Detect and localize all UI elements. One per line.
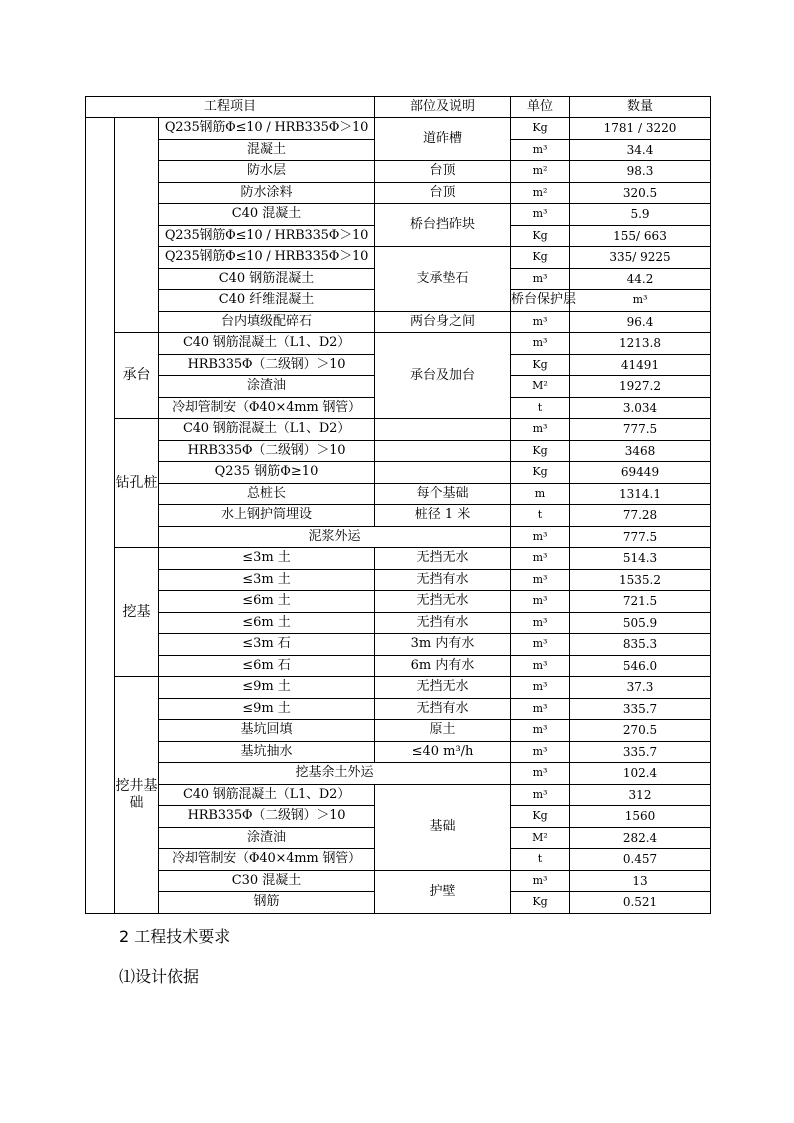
- item-cell: Q235钢筋Φ≤10 / HRB335Φ＞10: [159, 118, 375, 140]
- item-cell: C40 钢筋混凝土（L1、D2）: [159, 784, 375, 806]
- qty-cell: 1781 / 3220: [570, 118, 711, 140]
- part-cell: 护壁: [375, 870, 511, 913]
- unit-cell: m³: [511, 204, 570, 226]
- unit-cell: m³: [511, 741, 570, 763]
- unit-cell: m³: [511, 784, 570, 806]
- qty-cell: 13: [570, 870, 711, 892]
- unit-cell: t: [511, 505, 570, 527]
- unit-cell: M²: [511, 376, 570, 398]
- table-row: [86, 333, 711, 355]
- unit-cell: m³: [511, 870, 570, 892]
- item-cell: C40 钢筋混凝土（L1、D2）: [159, 419, 375, 441]
- item-cell: 总桩长: [159, 483, 375, 505]
- part-cell: 承台及加台: [375, 333, 511, 419]
- unit-cell: m³: [511, 655, 570, 677]
- qty-cell: 44.2: [570, 268, 711, 290]
- item-cell: 泥浆外运: [159, 526, 511, 548]
- part-cell: 每个基础: [375, 483, 511, 505]
- item-cell: 防水层: [159, 161, 375, 183]
- part-cell: 3m 内有水: [375, 634, 511, 656]
- unit-cell: m³: [511, 720, 570, 742]
- part-cell: [375, 440, 511, 462]
- group-label: 承台: [115, 333, 159, 419]
- part-cell: 基础: [375, 784, 511, 870]
- table-row: [86, 677, 711, 699]
- item-cell: 涂渣油: [159, 827, 375, 849]
- table-row: [86, 247, 711, 269]
- header-part: 部位及说明: [375, 97, 511, 118]
- table-body: [86, 118, 711, 914]
- unit-cell: m³: [511, 698, 570, 720]
- qty-cell: 335.7: [570, 741, 711, 763]
- qty-cell: 0.521: [570, 892, 711, 914]
- qty-cell: 312: [570, 784, 711, 806]
- item-cell: 钢筋: [159, 892, 375, 914]
- table-row: [86, 548, 711, 570]
- qty-cell: 777.5: [570, 526, 711, 548]
- qty-cell: 505.9: [570, 612, 711, 634]
- qty-cell: 69449: [570, 462, 711, 484]
- table-row: [86, 118, 711, 140]
- item-cell: C30 混凝土: [159, 870, 375, 892]
- qty-cell: 1314.1: [570, 483, 711, 505]
- unit-cell: m³: [511, 763, 570, 785]
- table-row: [86, 419, 711, 441]
- part-cell: 两台身之间: [375, 311, 511, 333]
- unit-cell: m³: [511, 139, 570, 161]
- unit-cell: m²: [511, 161, 570, 183]
- table-row: [86, 784, 711, 806]
- part-cell: 6m 内有水: [375, 655, 511, 677]
- header-item: 工程项目: [86, 97, 375, 118]
- unit-cell: m³: [511, 677, 570, 699]
- item-cell: ≤9m 土: [159, 677, 375, 699]
- item-cell: 冷却管制安（Φ40×4mm 钢管）: [159, 397, 375, 419]
- part-cell: 台顶: [375, 182, 511, 204]
- table-row: [86, 182, 711, 204]
- item-cell: C40 钢筋混凝土: [159, 268, 375, 290]
- item-cell: Q235钢筋Φ≤10 / HRB335Φ＞10: [159, 247, 375, 269]
- item-cell: HRB335Φ（二级钢）＞10: [159, 354, 375, 376]
- item-cell: ≤6m 土: [159, 612, 375, 634]
- subsection-title: ⑴设计依据: [119, 967, 200, 986]
- table-row: [86, 462, 711, 484]
- unit-cell: Kg: [511, 354, 570, 376]
- unit-cell: m³: [511, 311, 570, 333]
- qty-cell: 3468: [570, 440, 711, 462]
- table-row: [86, 311, 711, 333]
- part-cell: 支承垫石: [375, 247, 511, 312]
- part-cell: 无挡有水: [375, 612, 511, 634]
- unit-cell: m: [511, 483, 570, 505]
- unit-cell: M²: [511, 827, 570, 849]
- item-cell: 混凝土: [159, 139, 375, 161]
- qty-cell: 77.28: [570, 505, 711, 527]
- part-cell: [375, 419, 511, 441]
- item-cell: 挖基余土外运: [159, 763, 511, 785]
- qty-cell: 34.4: [570, 139, 711, 161]
- table-row: [86, 655, 711, 677]
- qty-cell: 0.457: [570, 849, 711, 871]
- unit-cell: t: [511, 397, 570, 419]
- table-row: [86, 483, 711, 505]
- item-cell: Q235钢筋Φ≤10 / HRB335Φ＞10: [159, 225, 375, 247]
- group-label: [115, 118, 159, 333]
- table-row: [86, 161, 711, 183]
- part-cell: 无挡有水: [375, 569, 511, 591]
- item-cell: Q235 钢筋Φ≥10: [159, 462, 375, 484]
- table-row: [86, 634, 711, 656]
- qty-cell: 102.4: [570, 763, 711, 785]
- unit-cell: m³: [511, 591, 570, 613]
- unit-cell: Kg: [511, 247, 570, 269]
- qty-cell: 1927.2: [570, 376, 711, 398]
- unit-cell: Kg: [511, 806, 570, 828]
- part-cell: 道砟槽: [375, 118, 511, 161]
- qty-cell: 777.5: [570, 419, 711, 441]
- item-cell: C40 纤维混凝土: [159, 290, 375, 312]
- part-cell: ≤40 m³/h: [375, 741, 511, 763]
- table-row: [86, 569, 711, 591]
- unit-cell: m³: [570, 290, 711, 312]
- unit-cell: m³: [511, 569, 570, 591]
- group-label: 钻孔桩: [115, 419, 159, 548]
- item-cell: ≤3m 土: [159, 548, 375, 570]
- qty-cell: 3.034: [570, 397, 711, 419]
- part-cell: 无挡无水: [375, 677, 511, 699]
- outer-blank-cell: [86, 118, 115, 914]
- item-cell: 冷却管制安（Φ40×4mm 钢管）: [159, 849, 375, 871]
- header-qty: 数量: [570, 97, 711, 118]
- part-cell: 桥台保护层: [511, 290, 570, 312]
- qty-cell: 5.9: [570, 204, 711, 226]
- unit-cell: m³: [511, 419, 570, 441]
- qty-cell: 320.5: [570, 182, 711, 204]
- table-row: [86, 870, 711, 892]
- unit-cell: m³: [511, 612, 570, 634]
- qty-cell: 335/ 9225: [570, 247, 711, 269]
- qty-cell: 282.4: [570, 827, 711, 849]
- unit-cell: Kg: [511, 462, 570, 484]
- item-cell: 基坑回填: [159, 720, 375, 742]
- item-cell: C40 混凝土: [159, 204, 375, 226]
- qty-cell: 1213.8: [570, 333, 711, 355]
- table-header-row: [86, 97, 711, 118]
- unit-cell: m³: [511, 268, 570, 290]
- item-cell: ≤6m 土: [159, 591, 375, 613]
- item-cell: HRB335Φ（二级钢）＞10: [159, 440, 375, 462]
- table-row: [86, 526, 711, 548]
- unit-cell: Kg: [511, 225, 570, 247]
- item-cell: ≤6m 石: [159, 655, 375, 677]
- qty-cell: 1535.2: [570, 569, 711, 591]
- unit-cell: m³: [511, 634, 570, 656]
- item-cell: C40 钢筋混凝土（L1、D2）: [159, 333, 375, 355]
- item-cell: 水上钢护筒埋设: [159, 505, 375, 527]
- table-row: [86, 440, 711, 462]
- part-cell: 桩径 1 米: [375, 505, 511, 527]
- part-cell: 桥台挡砟块: [375, 204, 511, 247]
- unit-cell: Kg: [511, 892, 570, 914]
- table-row: [86, 698, 711, 720]
- qty-cell: 546.0: [570, 655, 711, 677]
- qty-cell: 41491: [570, 354, 711, 376]
- part-cell: 无挡无水: [375, 548, 511, 570]
- part-cell: 无挡有水: [375, 698, 511, 720]
- qty-cell: 98.3: [570, 161, 711, 183]
- table-row: [86, 204, 711, 226]
- table-row: [86, 505, 711, 527]
- qty-cell: 37.3: [570, 677, 711, 699]
- unit-cell: m³: [511, 548, 570, 570]
- unit-cell: t: [511, 849, 570, 871]
- qty-cell: 1560: [570, 806, 711, 828]
- part-cell: [375, 462, 511, 484]
- table-row: [86, 612, 711, 634]
- group-label: 挖基: [115, 548, 159, 677]
- item-cell: 基坑抽水: [159, 741, 375, 763]
- unit-cell: m³: [511, 333, 570, 355]
- item-cell: ≤9m 土: [159, 698, 375, 720]
- item-cell: ≤3m 石: [159, 634, 375, 656]
- qty-cell: 335.7: [570, 698, 711, 720]
- qty-cell: 514.3: [570, 548, 711, 570]
- qty-cell: 270.5: [570, 720, 711, 742]
- table-row: [86, 720, 711, 742]
- qty-cell: 155/ 663: [570, 225, 711, 247]
- item-cell: 涂渣油: [159, 376, 375, 398]
- part-cell: 原土: [375, 720, 511, 742]
- part-cell: 无挡无水: [375, 591, 511, 613]
- qty-cell: 835.3: [570, 634, 711, 656]
- table-row: [86, 741, 711, 763]
- qty-cell: 721.5: [570, 591, 711, 613]
- table-row: [86, 591, 711, 613]
- header-unit: 单位: [511, 97, 570, 118]
- quantity-table: [85, 96, 711, 914]
- part-cell: 台顶: [375, 161, 511, 183]
- item-cell: 台内填级配碎石: [159, 311, 375, 333]
- item-cell: HRB335Φ（二级钢）＞10: [159, 806, 375, 828]
- unit-cell: m³: [511, 526, 570, 548]
- unit-cell: Kg: [511, 440, 570, 462]
- section-title: 2 工程技术要求: [119, 927, 231, 946]
- item-cell: ≤3m 土: [159, 569, 375, 591]
- item-cell: 防水涂料: [159, 182, 375, 204]
- qty-cell: 96.4: [570, 311, 711, 333]
- unit-cell: m²: [511, 182, 570, 204]
- group-label: 挖井基础: [115, 677, 159, 914]
- unit-cell: Kg: [511, 118, 570, 140]
- table-row: [86, 763, 711, 785]
